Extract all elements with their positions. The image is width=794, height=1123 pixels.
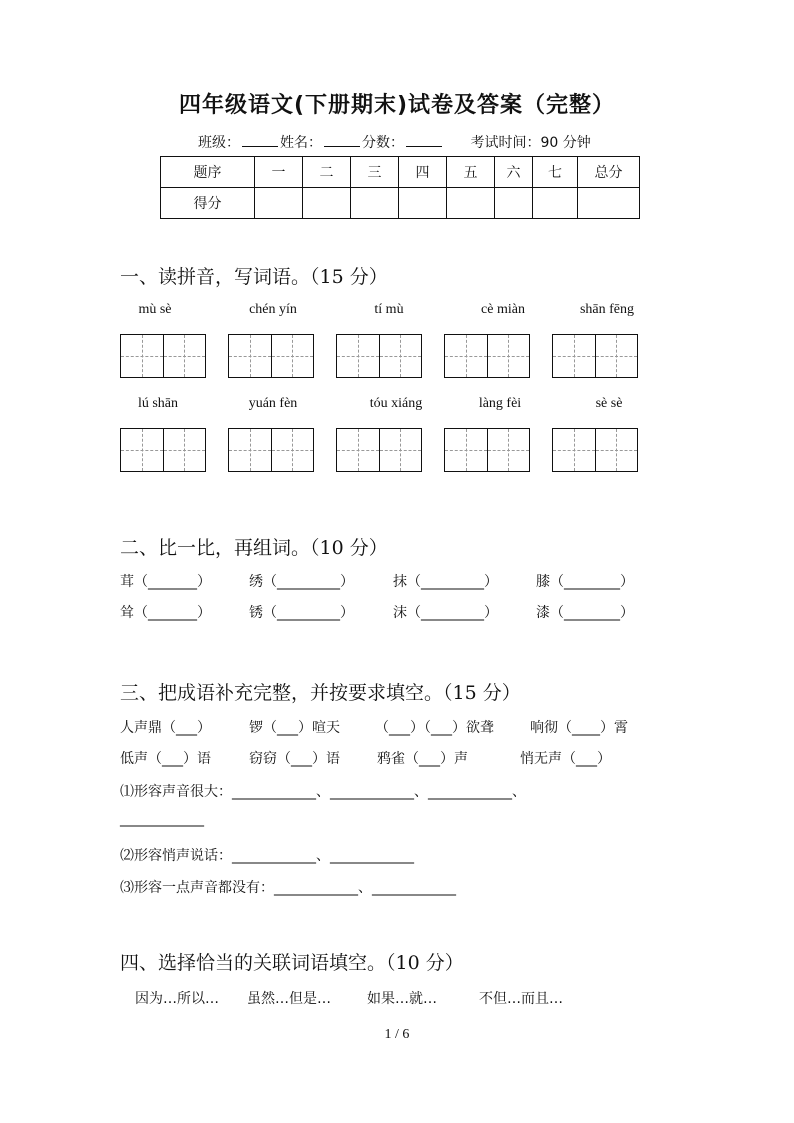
pinyin-label: mù sè <box>138 302 172 317</box>
name-label: 姓名： <box>280 135 322 151</box>
table-cell: 总分 <box>578 157 640 188</box>
writing-grid[interactable] <box>336 428 422 472</box>
page-number: 1 / 6 <box>384 1027 410 1042</box>
table-cell: 一 <box>255 157 303 188</box>
pinyin-label: tóu xiáng <box>369 396 423 411</box>
idiom-item[interactable]: 锣（___）喧天 <box>249 720 340 736</box>
pinyin-label: chén yín <box>249 302 297 317</box>
writing-grid[interactable] <box>444 334 530 378</box>
writing-grid[interactable] <box>228 428 314 472</box>
table-cell: 二 <box>303 157 351 188</box>
page-title: 四年级语文(下册期末)试卷及答案（完整） <box>178 93 616 118</box>
pinyin-label: làng fèi <box>478 396 522 411</box>
idiom-item[interactable]: 响彻（____）霄 <box>530 720 628 736</box>
score-input-cell[interactable] <box>255 188 303 219</box>
word-pair-item[interactable]: 膝（________） <box>536 574 634 590</box>
score-input-cell[interactable] <box>351 188 399 219</box>
score-blank[interactable] <box>406 134 442 147</box>
idiom-item[interactable]: 人声鼎（___） <box>120 720 211 736</box>
class-label: 班级： <box>198 135 240 151</box>
writing-grid[interactable] <box>552 334 638 378</box>
table-cell: 得分 <box>161 188 255 219</box>
question-3-2[interactable]: ⑵形容悄声说话：____________、____________ <box>120 848 414 864</box>
section1-heading: 一、读拼音，写词语。（15 分） <box>120 266 388 288</box>
score-label: 分数： <box>362 135 404 151</box>
question-3-1-continued[interactable]: ____________ <box>120 811 204 827</box>
question-3-1[interactable]: ⑴形容声音很大：____________、____________、____________、 <box>120 784 526 800</box>
conjunction-option: 因为…所以… <box>135 991 219 1007</box>
idiom-item[interactable]: （___）（___）欲聋 <box>375 720 494 736</box>
pinyin-label: yuán fèn <box>248 396 298 411</box>
student-info-line <box>198 132 591 152</box>
writing-grid[interactable] <box>444 428 530 472</box>
class-blank[interactable] <box>242 134 278 147</box>
pinyin-label: lú shān <box>137 396 179 411</box>
score-input-cell[interactable] <box>533 188 578 219</box>
exam-time: 考试时间：90 分钟 <box>470 135 591 151</box>
score-input-cell[interactable] <box>447 188 495 219</box>
pinyin-label: shān fēng <box>579 302 635 317</box>
section3-heading: 三、把成语补充完整，并按要求填空。（15 分） <box>120 682 521 704</box>
score-input-cell[interactable] <box>399 188 447 219</box>
word-pair-item[interactable]: 耸（_______） <box>120 605 211 621</box>
word-pair-item[interactable]: 抹（_________） <box>393 574 498 590</box>
score-table-score-row <box>161 188 640 219</box>
table-cell: 三 <box>351 157 399 188</box>
table-cell: 题序 <box>161 157 255 188</box>
word-pair-item[interactable]: 沫（_________） <box>393 605 498 621</box>
writing-grid[interactable] <box>120 428 206 472</box>
idiom-item[interactable]: 鸦雀（___）声 <box>377 751 468 767</box>
section4-heading: 四、选择恰当的关联词语填空。（10 分） <box>120 952 464 974</box>
word-pair-item[interactable]: 茸（_______） <box>120 574 211 590</box>
pinyin-label: cè miàn <box>481 302 525 317</box>
conjunction-option: 不但…而且… <box>479 991 563 1007</box>
writing-grid[interactable] <box>120 334 206 378</box>
writing-grid[interactable] <box>336 334 422 378</box>
writing-grid[interactable] <box>228 334 314 378</box>
word-pair-item[interactable]: 漆（________） <box>536 605 634 621</box>
idiom-item[interactable]: 悄无声（___） <box>520 751 611 767</box>
score-input-cell[interactable] <box>578 188 640 219</box>
word-pair-item[interactable]: 绣（_________） <box>249 574 354 590</box>
idiom-item[interactable]: 窃窃（___）语 <box>249 751 340 767</box>
name-blank[interactable] <box>324 134 360 147</box>
table-cell: 四 <box>399 157 447 188</box>
score-table <box>160 156 640 219</box>
conjunction-option: 虽然…但是… <box>247 991 331 1007</box>
score-table-header-row <box>161 157 640 188</box>
writing-grid[interactable] <box>552 428 638 472</box>
conjunction-option: 如果…就… <box>367 991 437 1007</box>
table-cell: 六 <box>495 157 533 188</box>
word-pair-item[interactable]: 锈（_________） <box>249 605 354 621</box>
pinyin-label: tí mù <box>374 302 404 317</box>
idiom-item[interactable]: 低声（___）语 <box>120 751 211 767</box>
section2-heading: 二、比一比，再组词。（10 分） <box>120 537 388 559</box>
score-input-cell[interactable] <box>495 188 533 219</box>
question-3-3[interactable]: ⑶形容一点声音都没有：____________、____________ <box>120 880 456 896</box>
pinyin-label: sè sè <box>595 396 623 411</box>
table-cell: 五 <box>447 157 495 188</box>
table-cell: 七 <box>533 157 578 188</box>
score-input-cell[interactable] <box>303 188 351 219</box>
